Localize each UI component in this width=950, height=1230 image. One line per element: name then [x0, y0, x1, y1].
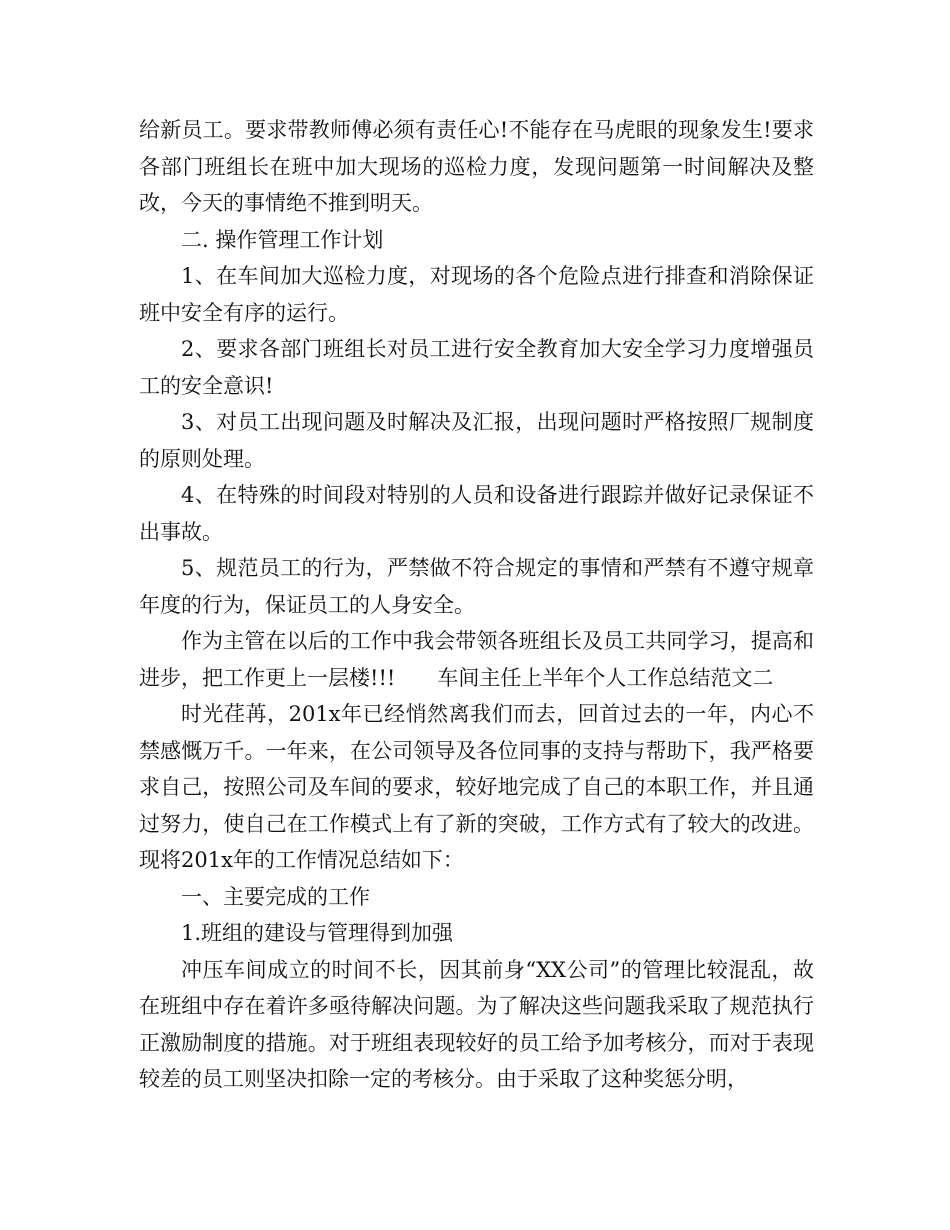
plan-item-2: 2、要求各部门班组长对员工进行安全教育加大安全学习力度增强员工的安全意识!	[139, 337, 814, 398]
paragraph-intro-2: 时光荏苒，201x年已经悄然离我们而去，回首过去的一年，内心不禁感慨万千。一年来，在公司领导及各位同事的支持与帮助下，我严格要求自己，按照公司及车间的要求，较好地完成了自己的本职工作，并且通过努力，使自己在工作模式上有了新的突破，工作方式有了较大的改进。现将201x年的工作情况总结如下：	[139, 702, 814, 872]
paragraph-closing-and-title-2: 作为主管在以后的工作中我会带领各班组长及员工共同学习，提高和进步，把工作更上一层楼!!! 车间主任上半年个人工作总结范文二	[139, 629, 814, 690]
plan-item-1: 1、在车间加大巡检力度，对现场的各个危险点进行排查和消除保证班中安全有序的运行。	[139, 264, 814, 325]
plan-item-4: 4、在特殊的时间段对特别的人员和设备进行跟踪并做好记录保证不出事故。	[139, 483, 814, 544]
paragraph-1: 给新员工。要求带教师傅必须有责任心!不能存在马虎眼的现象发生!要求各部门班组长在班中加大现场的巡检力度，发现问题第一时间解决及整改，今天的事情绝不推到明天。	[139, 118, 814, 215]
plan-item-5: 5、规范员工的行为，严禁做不符合规定的事情和严禁有不遵守规章年度的行为，保证员工的人身安全。	[139, 556, 814, 617]
paragraph-team-building: 冲压车间成立的时间不长，因其前身“XX公司”的管理比较混乱，故在班组中存在着许多亟待解决问题。为了解决这些问题我采取了规范执行正激励制度的措施。对于班组表现较好的员工给予加考核分，而对于表现较差的员工则坚决扣除一定的考核分。由于采取了这种奖惩分明，	[139, 957, 814, 1091]
section-heading-operation-plan: 二. 操作管理工作计划	[181, 227, 384, 252]
subheading-team-building: 1.班组的建设与管理得到加强	[181, 921, 454, 945]
document-body	[139, 112, 814, 1098]
plan-item-3: 3、对员工出现问题及时解决及汇报，出现问题时严格按照厂规制度的原则处理。	[139, 410, 814, 471]
section-heading-main-work: 一、主要完成的工作	[181, 884, 370, 909]
